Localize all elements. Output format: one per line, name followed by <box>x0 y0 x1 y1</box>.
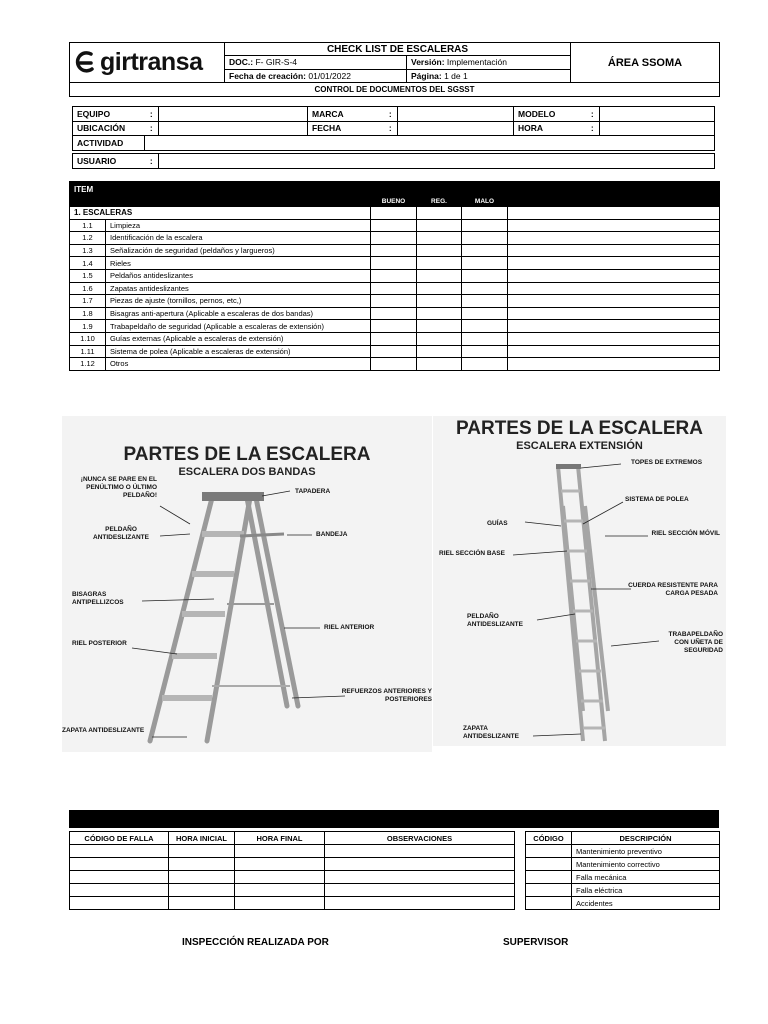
supervisor-label: SUPERVISOR <box>503 937 569 948</box>
checklist-row <box>70 232 720 245</box>
item-description: Zapatas antideslizantes <box>106 282 371 295</box>
label-zapata: ZAPATA ANTIDESLIZANTE <box>62 727 145 734</box>
codigo-header: CÓDIGO <box>526 832 572 845</box>
label-riel-base: RIEL SECCIÓN BASE <box>439 550 505 557</box>
page-number: Página: 1 de 1 <box>407 69 571 82</box>
malo-cell[interactable] <box>462 244 508 257</box>
observaciones-cell[interactable] <box>325 858 515 871</box>
hora-final-cell[interactable] <box>235 845 325 858</box>
checklist-row <box>70 320 720 333</box>
observation-cell[interactable] <box>508 232 720 245</box>
malo-cell[interactable] <box>462 282 508 295</box>
label-bisagras: BISAGRAS ANTIPELLIZCOS <box>72 591 124 606</box>
item-description: Sistema de polea (Aplicable a escaleras de extensión) <box>106 345 371 358</box>
item-number: 1.12 <box>70 358 106 371</box>
usuario-field[interactable] <box>159 154 715 169</box>
item-description: Trabapeldaño de seguridad (Aplicable a escaleras de extensión) <box>106 320 371 333</box>
girtransa-logo-icon <box>74 50 96 76</box>
reg-cell[interactable] <box>417 269 462 282</box>
code-row <box>526 897 720 910</box>
observaciones-cell[interactable] <box>325 897 515 910</box>
hora-final-cell[interactable] <box>235 897 325 910</box>
hora-field[interactable] <box>600 121 715 136</box>
actividad-label: ACTIVIDAD <box>73 136 145 151</box>
reg-cell[interactable] <box>417 345 462 358</box>
observaciones-cell[interactable] <box>325 884 515 897</box>
malo-cell[interactable] <box>462 257 508 270</box>
descripcion-header: DESCRIPCIÓN <box>572 832 720 845</box>
diagram-right-title: PARTES DE LA ESCALERA <box>455 418 704 439</box>
item-number: 1.10 <box>70 332 106 345</box>
extension-ladder-diagram <box>433 416 726 746</box>
bueno-cell[interactable] <box>371 257 417 270</box>
label-riel-movil: RIEL SECCIÓN MÓVIL <box>651 530 720 537</box>
bottom-section-bar <box>69 810 719 828</box>
area-label: ÁREA SSOMA <box>571 43 720 83</box>
observation-cell[interactable] <box>508 345 720 358</box>
item-description: Bisagras anti-apertura (Aplicable a escaleras de dos bandas) <box>106 307 371 320</box>
code-row <box>526 871 720 884</box>
bueno-cell[interactable] <box>371 358 417 371</box>
ubicacion-field[interactable] <box>159 121 308 136</box>
hora-final-cell[interactable] <box>235 871 325 884</box>
bueno-cell[interactable] <box>371 282 417 295</box>
hora-label: HORA <box>514 121 586 136</box>
code-row <box>526 858 720 871</box>
bueno-cell[interactable] <box>371 345 417 358</box>
codigo-falla-cell[interactable] <box>70 858 169 871</box>
modelo-field[interactable] <box>600 107 715 122</box>
fault-row <box>70 871 515 884</box>
actividad-field[interactable] <box>145 136 715 151</box>
observation-cell[interactable] <box>508 219 720 232</box>
version: Versión: Implementación <box>407 56 571 69</box>
reg-cell[interactable] <box>417 320 462 333</box>
label-trabapeldano: TRABAPELDAÑO CON UÑETA DE SEGURIDAD <box>668 631 723 654</box>
observaciones-cell[interactable] <box>325 845 515 858</box>
checklist-row <box>70 244 720 257</box>
label-peldano: PELDAÑO ANTIDESLIZANTE <box>93 526 149 541</box>
hora-final-cell[interactable] <box>235 884 325 897</box>
checklist-row <box>70 257 720 270</box>
bueno-cell[interactable] <box>371 244 417 257</box>
code-row <box>526 884 720 897</box>
checklist-row <box>70 219 720 232</box>
label-riel-posterior: RIEL POSTERIOR <box>72 640 127 647</box>
codigo-falla-cell[interactable] <box>70 897 169 910</box>
equipo-label: EQUIPO <box>73 107 145 122</box>
diagram-left-subtitle: ESCALERA DOS BANDAS <box>178 466 316 478</box>
code-cell[interactable] <box>526 871 572 884</box>
item-number: 1.2 <box>70 232 106 245</box>
malo-cell[interactable] <box>462 358 508 371</box>
codigo-falla-header: CÓDIGO DE FALLA <box>70 832 169 845</box>
checklist-row <box>70 295 720 308</box>
reg-cell[interactable] <box>417 282 462 295</box>
item-number: 1.8 <box>70 307 106 320</box>
code-row <box>526 845 720 858</box>
bueno-cell[interactable] <box>371 332 417 345</box>
checklist-row <box>70 307 720 320</box>
item-description: Peldaños antideslizantes <box>106 269 371 282</box>
reg-cell[interactable] <box>417 332 462 345</box>
item-description: Guías externas (Aplicable a escaleras de extensión) <box>106 332 371 345</box>
checklist-row <box>70 282 720 295</box>
code-description: Falla mecánica <box>572 871 720 884</box>
item-number: 1.11 <box>70 345 106 358</box>
label-cuerda: CUERDA RESISTENTE PARA CARGA PESADA <box>628 582 718 597</box>
hora-inicial-cell[interactable] <box>169 884 235 897</box>
two-section-ladder-diagram <box>62 416 432 752</box>
codes-table <box>525 831 720 910</box>
hora-final-cell[interactable] <box>235 858 325 871</box>
checklist-table <box>69 181 720 371</box>
observation-cell[interactable] <box>508 295 720 308</box>
item-number: 1.5 <box>70 269 106 282</box>
code-description: Falla eléctrica <box>572 884 720 897</box>
bueno-cell[interactable] <box>371 295 417 308</box>
codigo-falla-cell[interactable] <box>70 871 169 884</box>
inspeccion-label: INSPECCIÓN REALIZADA POR <box>182 937 329 948</box>
reg-cell[interactable] <box>417 257 462 270</box>
usuario-table: USUARIO : <box>72 153 715 169</box>
label-bandeja: BANDEJA <box>316 531 348 538</box>
fault-row <box>70 858 515 871</box>
creation-date: Fecha de creación: 01/01/2022 <box>225 69 407 82</box>
bueno-cell[interactable] <box>371 232 417 245</box>
bueno-header: BUENO <box>371 197 417 207</box>
label-polea: SISTEMA DE POLEA <box>625 496 689 503</box>
item-number: 1.9 <box>70 320 106 333</box>
codigo-falla-cell[interactable] <box>70 845 169 858</box>
malo-cell[interactable] <box>462 332 508 345</box>
observation-cell[interactable] <box>508 244 720 257</box>
item-header: ITEM <box>70 182 720 197</box>
reg-cell[interactable] <box>417 244 462 257</box>
label-peldano-ext: PELDAÑO ANTIDESLIZANTE <box>467 613 523 628</box>
observation-cell[interactable] <box>508 320 720 333</box>
fault-log-table <box>69 831 515 910</box>
checklist-row <box>70 332 720 345</box>
equipo-field[interactable] <box>159 107 308 122</box>
observation-cell[interactable] <box>508 358 720 371</box>
checklist-row <box>70 345 720 358</box>
checklist-row <box>70 358 720 371</box>
fault-row <box>70 897 515 910</box>
hora-inicial-header: HORA INICIAL <box>169 832 235 845</box>
observation-cell[interactable] <box>508 257 720 270</box>
label-guias: GUÍAS <box>487 520 508 527</box>
item-number: 1.6 <box>70 282 106 295</box>
code-cell[interactable] <box>526 845 572 858</box>
item-description: Limpieza <box>106 219 371 232</box>
marca-label: MARCA <box>308 107 384 122</box>
bueno-cell[interactable] <box>371 320 417 333</box>
doc-code: DOC.: F- GIR-S-4 <box>225 56 407 69</box>
fecha-label: FECHA <box>308 121 384 136</box>
code-description: Accidentes <box>572 897 720 910</box>
item-description: Señalización de seguridad (peldaños y largueros) <box>106 244 371 257</box>
observation-cell[interactable] <box>508 282 720 295</box>
item-description: Identificación de la escalera <box>106 232 371 245</box>
code-cell[interactable] <box>526 897 572 910</box>
malo-cell[interactable] <box>462 307 508 320</box>
hora-inicial-cell[interactable] <box>169 858 235 871</box>
document-control-label: CONTROL DE DOCUMENTOS DEL SGSST <box>70 83 720 97</box>
reg-cell[interactable] <box>417 307 462 320</box>
label-nunca: ¡NUNCA SE PARE EN EL PENÚLTIMO O ÚLTIMO PELDAÑO! <box>80 476 157 499</box>
bueno-cell[interactable] <box>371 219 417 232</box>
fault-row <box>70 845 515 858</box>
reg-cell[interactable] <box>417 358 462 371</box>
code-cell[interactable] <box>526 884 572 897</box>
item-description: Piezas de ajuste (tornillos, pernos, etc,) <box>106 295 371 308</box>
document-header <box>69 42 720 97</box>
observation-cell[interactable] <box>508 332 720 345</box>
logo-text: girtransa <box>100 48 203 76</box>
observation-cell[interactable] <box>508 269 720 282</box>
diagram-left-title: PARTES DE LA ESCALERA <box>123 444 371 465</box>
code-description: Mantenimiento preventivo <box>572 845 720 858</box>
marca-field[interactable] <box>398 107 514 122</box>
hora-inicial-cell[interactable] <box>169 845 235 858</box>
label-riel-anterior: RIEL ANTERIOR <box>324 624 375 631</box>
malo-cell[interactable] <box>462 219 508 232</box>
item-number: 1.4 <box>70 257 106 270</box>
item-description: Rieles <box>106 257 371 270</box>
observaciones-cell[interactable] <box>325 871 515 884</box>
malo-cell[interactable] <box>462 295 508 308</box>
fecha-field[interactable] <box>398 121 514 136</box>
reg-cell[interactable] <box>417 219 462 232</box>
malo-cell[interactable] <box>462 345 508 358</box>
malo-header: MALO <box>462 197 508 207</box>
hora-inicial-cell[interactable] <box>169 871 235 884</box>
malo-cell[interactable] <box>462 320 508 333</box>
item-number: 1.7 <box>70 295 106 308</box>
code-cell[interactable] <box>526 858 572 871</box>
modelo-label: MODELO <box>514 107 586 122</box>
codigo-falla-cell[interactable] <box>70 884 169 897</box>
observaciones-header: OBSERVACIONES <box>325 832 515 845</box>
diagram-right-subtitle: ESCALERA EXTENSIÓN <box>516 440 643 452</box>
item-number: 1.3 <box>70 244 106 257</box>
label-tapadera: TAPADERA <box>295 488 331 495</box>
document-title: CHECK LIST DE ESCALERAS <box>225 43 571 56</box>
bueno-cell[interactable] <box>371 307 417 320</box>
label-refuerzos: REFUERZOS ANTERIORES Y POSTERIORES <box>341 688 432 703</box>
usuario-label: USUARIO <box>73 154 145 169</box>
section-title: 1. ESCALERAS <box>70 207 371 220</box>
reg-cell[interactable] <box>417 295 462 308</box>
ubicacion-label: UBICACIÓN <box>73 121 145 136</box>
equipment-info-table: EQUIPO : MARCA : MODELO : UBICACIÓN : FECHA : HORA : ACTIVIDAD <box>72 106 715 151</box>
malo-cell[interactable] <box>462 269 508 282</box>
hora-final-header: HORA FINAL <box>235 832 325 845</box>
bueno-cell[interactable] <box>371 269 417 282</box>
logo-cell <box>70 43 225 83</box>
checklist-row <box>70 269 720 282</box>
reg-header: REG. <box>417 197 462 207</box>
observation-cell[interactable] <box>508 307 720 320</box>
reg-cell[interactable] <box>417 232 462 245</box>
item-number: 1.1 <box>70 219 106 232</box>
label-topes: TOPES DE EXTREMOS <box>631 459 703 466</box>
label-zapata-ext: ZAPATA ANTIDESLIZANTE <box>463 725 519 740</box>
hora-inicial-cell[interactable] <box>169 897 235 910</box>
code-description: Mantenimiento correctivo <box>572 858 720 871</box>
item-description: Otros <box>106 358 371 371</box>
fault-row <box>70 884 515 897</box>
malo-cell[interactable] <box>462 232 508 245</box>
